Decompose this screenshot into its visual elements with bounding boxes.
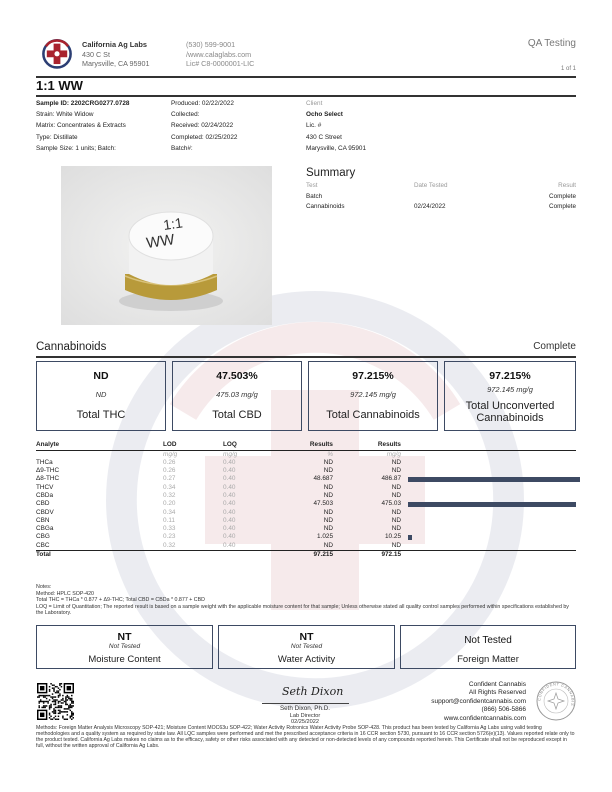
analyte-loq: 0.40 [223,541,236,549]
analyte-name: CBGa [36,525,54,533]
analyte-bar-cell [405,459,576,467]
summary-row [306,192,576,203]
analyte-bar-cell [405,475,576,483]
sample-strain: Strain: White Widow [36,111,94,119]
col-results-mg: Results [333,441,405,450]
analyte-row [36,459,576,467]
analyte-result-mg: ND [391,525,401,533]
analyte-result-pct: 48.687 [313,475,333,483]
notes-heading: Notes: [36,584,52,590]
lab-phone: (530) 599-9001 [186,40,236,49]
analyte-bar-cell [405,509,576,517]
total-unconverted-box [444,361,576,431]
foreign-matter-label: Foreign Matter [457,654,519,665]
qr-code[interactable] [37,683,74,720]
analyte-bar [408,535,412,540]
analyte-bar-cell [405,542,576,551]
sample-id: Sample ID: 2202CRG0277.0728 [36,100,130,107]
total-unconverted-value: 97.215% [489,370,531,382]
analyte-lod: 0.32 [163,491,176,499]
total-thc-sub: ND [95,390,107,399]
analyte-result-mg: ND [391,467,401,475]
title-divider [36,95,576,97]
analyte-name: Δ9-THC [36,467,60,475]
unit-pct: % [327,450,333,458]
analyte-row [36,484,576,492]
analyte-header-row [36,441,576,450]
analyte-name: CBN [36,516,50,524]
summary-header-row [306,181,576,192]
sample-type: Type: Distillate [36,133,78,141]
total-unconverted-sub: 972.145 mg/g [487,385,533,394]
seal-text: CONFIDENT CANNABIS [537,682,575,707]
signature-block [255,705,355,725]
analyte-row [36,500,576,508]
summary-section [306,167,576,213]
analyte-result-pct: ND [323,508,333,516]
client-city: Marysville, CA 95901 [306,144,367,152]
analyte-name: CBD [36,500,50,508]
analyte-bar-cell [405,500,576,508]
cannabinoids-status: Complete [533,341,576,352]
total-cannabinoids-value: 97.215% [352,370,394,382]
notes-loq: LOQ = Limit of Quantitation; The reported result is based on a sample weight with the applicable moisture content for that sample; Unless otherwise stated all quality control samples performed within specifications established by the Laboratory. [36,603,569,616]
analyte-lod: 0.23 [163,533,176,541]
lab-website[interactable]: /www.calaglabs.com [186,49,252,59]
page-indicator: 1 of 1 [560,66,576,72]
cc-rights: All Rights Reserved [468,689,526,697]
total-unconverted-label: Total Unconverted Cannabinoids [465,400,555,424]
completed-date: Completed: 02/25/2022 [171,133,238,141]
cc-site[interactable]: www.confidentcannabis.com [443,714,526,722]
col-loq: LOQ [223,441,283,450]
batch-number: Batch#: [171,144,193,152]
total-mg: 972.15 [333,551,405,560]
analyte-result-mg: 475.03 [381,500,401,508]
total-cbd-value: 47.503% [216,370,258,382]
analyte-name: CBDa [36,491,54,499]
analyte-row [36,533,576,541]
total-thc-box [36,361,166,431]
analyte-name: CBDV [36,508,54,516]
sample-title: 1:1 WW [36,78,83,93]
total-cannabinoids-sub: 972.145 mg/g [350,390,396,399]
total-thc-value: ND [93,370,109,382]
footer-disclaimer: Methods: Foreign Matter Analysis Microscopy SOP-421; Moisture Content MOC63u SOP-422; Water Activity Rotronics Water Activity Probe SOP-428. This product has been tested by California Ag Labs using valid testing methodologies and a quality system as required by state law. All LQC samples were performed and met the prescribed acceptance criteria in 16 CCR section 5730, pursuant to 16 CCR section 5726(e)(13). Values reported relate only to the product tested. California Ag Labs makes no claims as to the efficacy, safety or other risks associated with any detected or non-detected levels of any compounds reported herein. This Certificate shall not be reproduced except in full, without the written approval of California Ag Labs. [36,725,575,750]
analyte-bar-cell [405,533,576,541]
analyte-lod: 0.26 [163,467,176,475]
summary-col-result: Result [558,182,576,189]
sample-size: Sample Size: 1 units; Batch: [36,144,116,152]
analyte-result-pct: 1.025 [317,533,333,541]
summary-result: Complete [549,192,576,200]
analyte-result-pct: ND [323,541,333,549]
confident-cannabis-seal [535,680,577,722]
client-license: Lic. # [306,122,322,130]
water-activity-label: Water Activity [277,654,336,665]
lab-street: 430 C St [82,49,110,59]
analyte-bar [408,477,580,482]
summary-test: Batch [306,192,323,200]
water-activity-box [218,625,395,669]
analyte-lod: 0.32 [163,541,176,549]
summary-row [306,202,576,213]
produced-date: Produced: 02/22/2022 [171,100,234,107]
analyte-lod: 0.34 [163,508,176,516]
analyte-units-row [36,450,576,459]
summary-table [306,181,576,213]
signature-date: 02/25/2022 [291,718,319,725]
unit-bar [405,450,576,459]
jar-label-ratio: 1:1 [162,214,184,233]
signature-image [278,680,348,702]
analyte-row [36,467,576,475]
unit-analyte [36,450,163,459]
analyte-name: THCV [36,483,54,491]
analyte-row [36,492,576,500]
moisture-sub: Not Tested [108,643,141,650]
header-divider [36,76,576,78]
analyte-table [36,441,576,559]
analyte-name: THCa [36,458,53,466]
analyte-loq: 0.40 [223,525,236,533]
unit-loq: mg/g [223,450,238,458]
analyte-name: Δ8-THC [36,475,60,483]
sample-info [36,98,129,154]
foreign-matter-box [400,625,576,669]
summary-date [414,192,509,203]
col-lod: LOD [163,441,223,450]
cc-phone: (866) 506-5866 [481,706,526,714]
water-activity-value: NT [299,631,314,643]
client-label: Client [306,100,323,107]
client-info [306,98,366,154]
analyte-result-mg: ND [391,516,401,524]
sample-dates [171,98,237,154]
notes-formula: Total THC = THCa * 0.877 + Δ9-THC; Total CBD = CBDa * 0.877 + CBD [36,597,205,603]
summary-test: Cannabinoids [306,203,345,210]
total-label: Total [36,551,163,560]
analyte-bar-cell [405,525,576,533]
analyte-name: CBG [36,533,50,541]
analyte-loq: 0.40 [223,467,236,475]
analyte-row [36,475,576,483]
sample-matrix: Matrix: Concentrates & Extracts [36,122,126,130]
product-photo [61,166,272,325]
cc-email[interactable]: support@confidentcannabis.com [431,697,526,705]
analyte-bar-cell [405,517,576,525]
signature-line [262,703,349,704]
analyte-bar-cell [405,484,576,492]
summary-col-date: Date Tested [414,182,448,189]
analyte-loq: 0.40 [223,508,236,516]
moisture-label: Moisture Content [88,654,161,665]
analyte-lod: 0.26 [163,458,176,466]
total-cbd-box [172,361,302,431]
total-lod [163,551,223,560]
cc-name: Confident Cannabis [468,681,526,688]
unit-lod: mg/g [163,450,178,458]
analyte-bar-cell [405,492,576,500]
analyte-result-pct: ND [323,458,333,466]
lab-city: Marysville, CA 95901 [82,59,150,68]
summary-result: Complete [549,203,576,210]
water-activity-sub: Not Tested [290,643,323,650]
analyte-result-pct: ND [323,491,333,499]
summary-col-test: Test [306,182,318,189]
analyte-result-pct: 47.503 [313,500,333,508]
col-analyte: Analyte [36,441,163,450]
jar-image [61,166,272,325]
analyte-result-pct: ND [323,525,333,533]
moisture-box [36,625,213,669]
total-pct: 97.215 [283,551,333,560]
analyte-row [36,525,576,533]
total-loq [223,551,283,560]
analyte-result-pct: ND [323,483,333,491]
signature-script: Seth Dixon [282,685,344,698]
analyte-loq: 0.40 [223,533,236,541]
signer-name: Seth Dixon, Ph.D. [279,705,331,712]
moisture-value: NT [117,631,132,643]
total-cbd-label: Total CBD [212,409,262,421]
analyte-result-mg: ND [391,491,401,499]
total-bar-cell [405,551,576,560]
analyte-bar [408,502,576,507]
lab-address [82,40,150,69]
col-bar [405,441,576,450]
analyte-result-pct: ND [323,516,333,524]
analyte-name: CBC [36,541,50,549]
col-results-pct: Results [283,441,333,450]
analyte-lod: 0.33 [163,525,176,533]
analyte-result-mg: ND [391,508,401,516]
analyte-loq: 0.40 [223,483,236,491]
client-name: Ocho Select [306,111,343,119]
lab-name: California Ag Labs [82,40,148,49]
analyte-result-mg: ND [391,541,401,549]
lab-contact [186,40,254,69]
analyte-loq: 0.40 [223,458,236,466]
analyte-lod: 0.11 [163,516,175,524]
analyte-result-mg: ND [391,458,401,466]
analyte-row [36,542,576,551]
lab-license: Lic# C8-0000001-LIC [186,59,255,68]
analyte-result-pct: ND [323,467,333,475]
lab-logo [40,36,74,70]
total-thc-label: Total THC [76,409,126,421]
summary-title: Summary [306,167,356,179]
unit-mg: mg/g [386,450,401,458]
total-cbd-sub: 475.03 mg/g [216,390,258,399]
analyte-result-mg: ND [391,483,401,491]
signer-title: Lab Director [289,712,321,719]
analyte-lod: 0.34 [163,483,176,491]
summary-date: 02/24/2022 [414,203,446,210]
analyte-loq: 0.40 [223,516,236,524]
confident-cannabis-info [431,681,526,723]
analyte-total-row [36,551,576,560]
analyte-result-mg: 10.25 [385,533,401,541]
client-street: 430 C Street [306,133,342,141]
analyte-lod: 0.20 [163,500,176,508]
analyte-loq: 0.40 [223,491,236,499]
analyte-loq: 0.40 [223,475,236,483]
analyte-row [36,509,576,517]
cannabinoids-title: Cannabinoids [36,341,107,353]
report-type: QA Testing [527,38,576,49]
jar-label-initials: WW [145,231,176,252]
total-cannabinoids-label: Total Cannabinoids [326,409,420,421]
analyte-result-mg: 486.87 [381,475,401,483]
notes-section [36,584,576,617]
analyte-row [36,517,576,525]
notes-method: Method: HPLC SOP-420 [36,590,94,597]
received-date: Received: 02/24/2022 [171,122,234,130]
analyte-bar-cell [405,467,576,475]
analyte-loq: 0.40 [223,500,236,508]
collected-date: Collected: [171,111,200,119]
foreign-matter-value: Not Tested [464,635,512,646]
total-cannabinoids-box [308,361,438,431]
cannabinoids-divider [36,356,576,358]
analyte-lod: 0.27 [163,475,176,483]
